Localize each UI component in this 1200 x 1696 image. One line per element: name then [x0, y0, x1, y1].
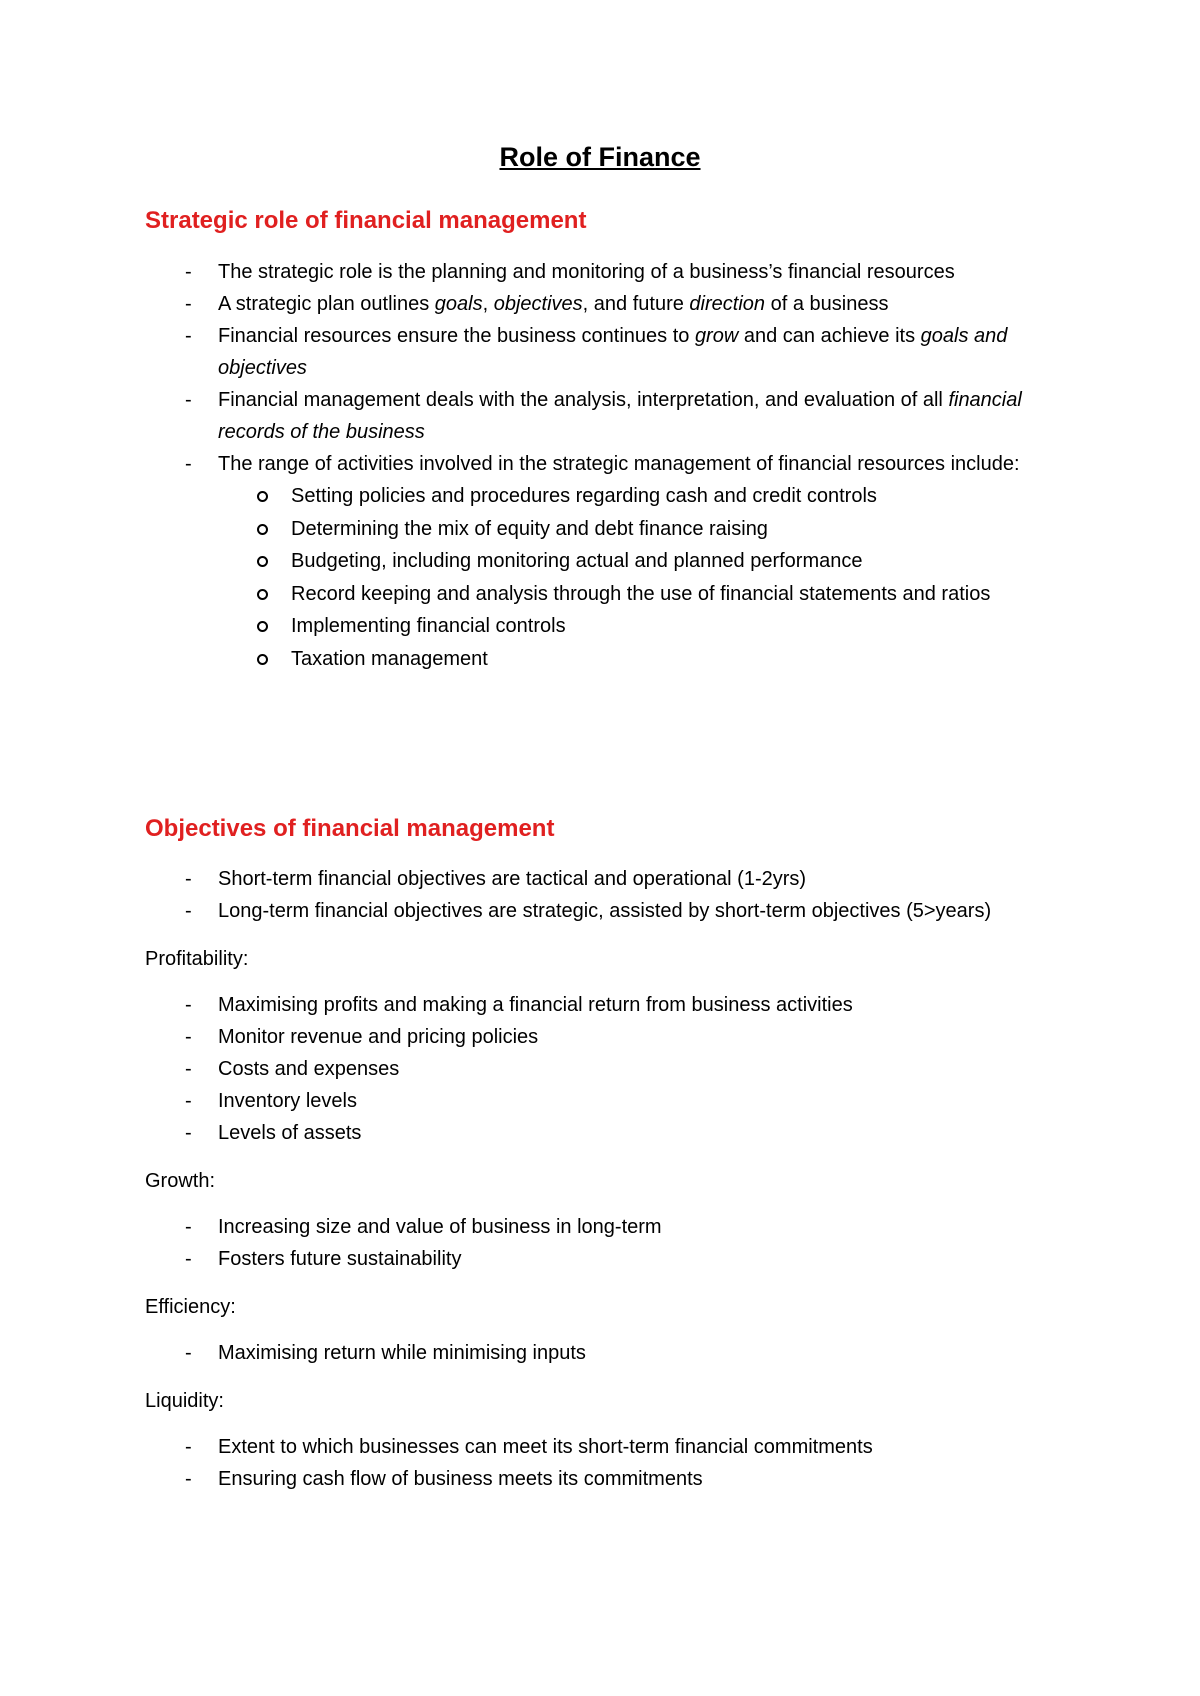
list-item-text: Financial resources ensure the business continues to: [218, 325, 695, 347]
section-heading-objectives: Objectives of financial management: [145, 815, 555, 842]
strategic-role-content: [145, 256, 1065, 675]
objective-label: Efficiency:: [145, 1296, 236, 1318]
objective-label: Liquidity:: [145, 1390, 224, 1412]
list-item: - Inventory levels: [145, 1085, 1065, 1117]
objective-label: Profitability:: [145, 948, 249, 970]
strategic-activities-sub-list: [145, 480, 1065, 675]
list-item: - Long-term financial objectives are strategic, assisted by short-term objectives (5>years): [145, 895, 1065, 927]
list-item-text: ,: [482, 293, 494, 315]
objective-bullet-list: [145, 1337, 1065, 1369]
list-item-text: and can achieve its: [738, 325, 921, 347]
objectives-content: [145, 863, 1065, 1495]
list-item: - Maximising profits and making a financial return from business activities: [145, 989, 1065, 1021]
list-item: - Short-term financial objectives are tactical and operational (1-2yrs): [145, 863, 1065, 895]
list-item: - Monitor revenue and pricing policies: [145, 1021, 1065, 1053]
strategic-role-bullet-list: [145, 256, 1065, 480]
list-item: [145, 448, 1065, 480]
list-item-text: direction: [689, 293, 766, 315]
list-item: - Maximising return while minimising inputs: [145, 1337, 1065, 1369]
objectives-intro-list: [145, 863, 1065, 927]
list-item-text: , and future: [582, 293, 690, 315]
list-item: [145, 320, 1065, 384]
document-title: Role of Finance: [499, 142, 701, 172]
list-item: - Costs and expenses: [145, 1053, 1065, 1085]
list-item-text: goals and objectives: [218, 325, 1008, 379]
list-item-text: grow: [694, 325, 739, 347]
list-item: - Ensuring cash flow of business meets its commitments: [145, 1463, 1065, 1495]
objective-bullet-list: [145, 1211, 1065, 1275]
objective-bullet-list: [145, 1431, 1065, 1495]
list-item-text: financial records of the business: [218, 389, 1022, 443]
list-item-text: A strategic plan outlines: [218, 293, 435, 315]
list-item-text: The strategic role is the planning and monitoring of a business’s financial resources: [218, 261, 955, 283]
list-item: [145, 384, 1065, 448]
sub-list-item: Implementing financial controls: [145, 610, 1065, 643]
list-item: - Extent to which businesses can meet its short-term financial commitments: [145, 1431, 1065, 1463]
sub-list-item: Taxation management: [145, 643, 1065, 676]
sub-list-item: Determining the mix of equity and debt finance raising: [145, 513, 1065, 546]
sub-list-item: Budgeting, including monitoring actual and planned performance: [145, 545, 1065, 578]
list-item-text: The range of activities involved in the strategic management of financial resources include:: [218, 453, 1020, 475]
objective-label: Growth:: [145, 1170, 216, 1192]
list-item-text: of a business: [765, 293, 889, 315]
list-item: - Fosters future sustainability: [145, 1243, 1065, 1275]
list-item-text: Financial management deals with the analysis, interpretation, and evaluation of all: [218, 389, 949, 411]
list-item: [145, 288, 1065, 320]
objective-bullet-list: [145, 989, 1065, 1149]
list-item-text: objectives: [493, 293, 583, 315]
list-item-text: goals: [434, 293, 483, 315]
sub-list-item: Setting policies and procedures regarding cash and credit controls: [145, 480, 1065, 513]
list-item: - Increasing size and value of business in long-term: [145, 1211, 1065, 1243]
section-heading-strategic-role: Strategic role of financial management: [145, 207, 587, 234]
sub-list-item: Record keeping and analysis through the use of financial statements and ratios: [145, 578, 1065, 611]
list-item: - Levels of assets: [145, 1117, 1065, 1149]
list-item: [145, 256, 1065, 288]
